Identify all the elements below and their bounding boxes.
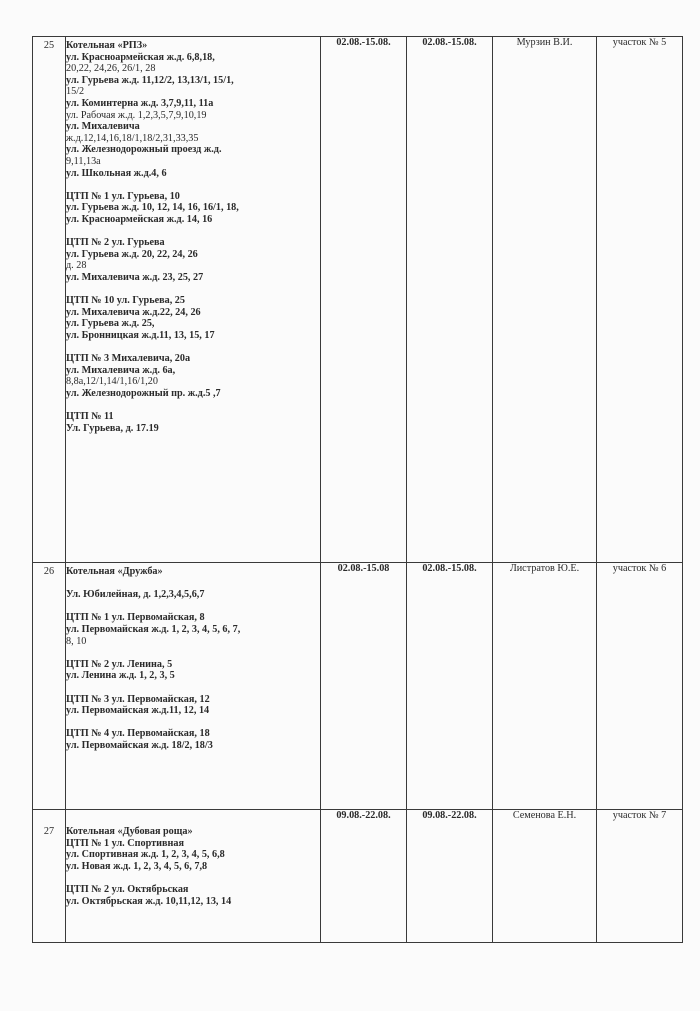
address-line: ЦТП № 1 ул. Гурьева, 10	[66, 190, 180, 202]
end-date-cell	[407, 810, 493, 943]
address-line: ул. Ленина ж.д. 1, 2, 3, 5	[66, 670, 175, 682]
end-date: 09.08.-22.08.	[422, 810, 477, 821]
blank-line	[66, 399, 320, 411]
address-line: ЦТП № 10 ул. Гурьева, 25	[66, 295, 185, 307]
address-line: ул. Гурьева ж.д. 20, 22, 24, 26	[66, 248, 198, 260]
responsible-person-cell	[493, 563, 597, 810]
address-line: ЦТП № 3 Михалевича, 20а	[66, 353, 191, 365]
address-line: ул. Школьная ж.д.4, 6	[66, 167, 167, 179]
address-line: ул. Октябрьская ж.д. 10,11,12, 13, 14	[66, 895, 232, 907]
blank-line	[66, 283, 320, 295]
boiler-title: Котельная «РПЗ»	[66, 40, 148, 51]
row-number-cell	[33, 810, 66, 943]
row-number-cell	[33, 563, 66, 810]
address-line: ул. Красноармейская ж.д. 14, 16	[66, 213, 213, 225]
area-number-cell	[597, 37, 683, 563]
blank-line	[66, 682, 320, 694]
area-number: участок № 6	[612, 563, 667, 574]
address-line: 8, 10	[66, 635, 87, 647]
address-line: ЦТП № 2 ул. Гурьева	[66, 237, 165, 249]
table-row	[33, 37, 683, 563]
boiler-description-cell	[66, 37, 321, 563]
responsible-person: Листратов Ю.Е.	[509, 563, 580, 574]
end-date-cell	[407, 563, 493, 810]
blank-line	[66, 341, 320, 353]
address-line: ж.д.12,14,16,18/1,18/2,31,33,35	[66, 132, 199, 144]
address-line: ЦТП № 11	[66, 411, 114, 422]
address-line: 9,11,13а	[66, 155, 101, 167]
blank-line	[66, 179, 320, 191]
blank-line	[66, 872, 320, 884]
area-number-cell	[597, 563, 683, 810]
table-row	[33, 563, 683, 810]
responsible-person: Мурзин В.И.	[516, 37, 573, 48]
address-line: 8,8а,12/1,14/1,16/1,20	[66, 376, 158, 388]
start-date-cell	[321, 37, 407, 563]
address-line: ул. Железнодорожный проезд ж.д.	[66, 144, 222, 156]
address-line: ул. Михалевича ж.д.22, 24, 26	[66, 306, 201, 318]
end-date-cell	[407, 37, 493, 563]
address-line: д. 28	[66, 260, 87, 272]
schedule-table-body	[33, 37, 683, 943]
address-line: ул. Железнодорожный пр. ж.д.5 ,7	[66, 387, 221, 399]
address-line: 15/2	[66, 86, 85, 98]
responsible-person-cell	[493, 37, 597, 563]
address-line: ЦТП № 4 ул. Первомайская, 18	[66, 728, 210, 740]
row-number: 27	[43, 826, 55, 837]
blank-line	[66, 578, 320, 590]
start-date-cell	[321, 810, 407, 943]
address-line: ул. Гурьева ж.д. 25,	[66, 318, 155, 330]
area-number: участок № 7	[612, 810, 667, 821]
table-row	[33, 810, 683, 943]
address-line: ЦТП № 1 ул. Спортивная	[66, 837, 184, 849]
start-date: 02.08.-15.08.	[336, 37, 391, 48]
address-line: ЦТП № 2 ул. Ленина, 5	[66, 658, 173, 670]
address-line: Ул. Юбилейная, д. 1,2,3,4,5,6,7	[66, 589, 205, 601]
boiler-description-cell	[66, 810, 321, 943]
schedule-table	[32, 36, 683, 943]
address-line: ЦТП № 1 ул. Первомайская, 8	[66, 612, 205, 624]
address-line: 20,22, 24,26, 26/1, 28	[66, 63, 156, 75]
address-line: ул. Коминтерна ж.д. 3,7,9,11, 11а	[66, 97, 214, 109]
address-line: Ул. Гурьева, д. 17.19	[66, 422, 159, 434]
row-number: 26	[43, 566, 55, 577]
row-number-cell	[33, 37, 66, 563]
blank-line	[66, 601, 320, 613]
responsible-person: Семенова Е.Н.	[512, 810, 577, 821]
address-line: ул. Рабочая ж.д. 1,2,3,5,7,9,10,19	[66, 109, 207, 121]
start-date-cell	[321, 563, 407, 810]
end-date: 02.08.-15.08.	[422, 563, 477, 574]
end-date: 02.08.-15.08.	[422, 37, 477, 48]
responsible-person-cell	[493, 810, 597, 943]
address-line: ул. Гурьева ж.д. 10, 12, 14, 16, 16/1, 18,	[66, 202, 239, 214]
row-number: 25	[43, 40, 55, 51]
boiler-description-cell	[66, 563, 321, 810]
area-number: участок № 5	[612, 37, 667, 48]
start-date: 09.08.-22.08.	[336, 810, 391, 821]
area-number-cell	[597, 810, 683, 943]
blank-line	[66, 647, 320, 659]
address-line: ул. Спортивная ж.д. 1, 2, 3, 4, 5, 6,8	[66, 849, 225, 861]
address-line: ул. Бронницкая ж.д.11, 13, 15, 17	[66, 329, 215, 341]
boiler-title: Котельная «Дубовая роща»	[66, 826, 193, 837]
start-date: 02.08.-15.08	[337, 563, 390, 574]
address-line: ул. Михалевича ж.д. 6а,	[66, 364, 176, 376]
address-line: ул. Гурьева ж.д. 11,12/2, 13,13/1, 15/1,	[66, 74, 234, 86]
boiler-title: Котельная «Дружба»	[66, 566, 163, 577]
blank-line	[66, 226, 320, 238]
address-line: ул. Первомайская ж.д. 18/2, 18/3	[66, 739, 213, 751]
address-line: ул. Первомайская ж.д. 1, 2, 3, 4, 5, 6, 7,	[66, 623, 241, 635]
address-line: ул. Михалевича	[66, 121, 140, 133]
blank-line	[66, 717, 320, 729]
address-line: ЦТП № 2 ул. Октябрьская	[66, 883, 189, 895]
address-line: ул. Михалевича ж.д. 23, 25, 27	[66, 271, 204, 283]
address-line: ул. Красноармейская ж.д. 6,8,18,	[66, 51, 215, 63]
address-line: ЦТП № 3 ул. Первомайская, 12	[66, 693, 210, 705]
address-line: ул. Первомайская ж.д.11, 12, 14	[66, 705, 210, 717]
address-line: ул. Новая ж.д. 1, 2, 3, 4, 5, 6, 7,8	[66, 860, 208, 872]
